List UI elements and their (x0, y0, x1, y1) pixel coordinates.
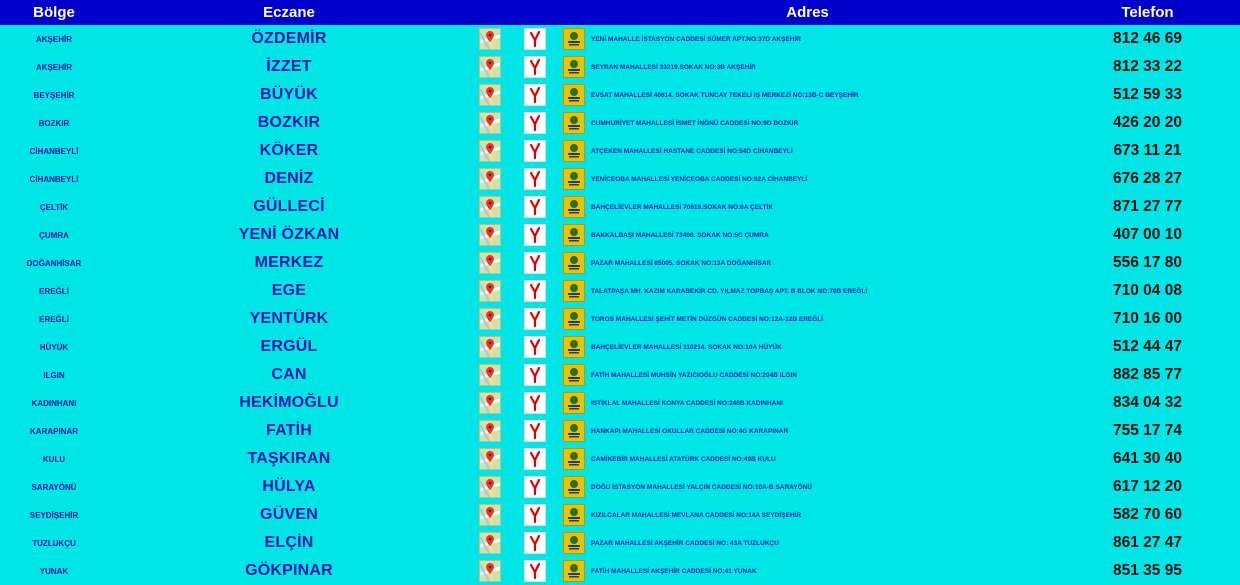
header-blank-nav (510, 0, 560, 25)
pharmacy-chamber-logo-icon[interactable] (563, 364, 585, 386)
map-cell (470, 333, 510, 361)
map-pin-icon[interactable] (479, 84, 501, 106)
region-cell: HÜYÜK (39, 342, 69, 352)
address-cell: YENİ MAHALLE İSTASYON CADDESİ SÜMER APT.NO:37D AKŞEHİR (591, 35, 801, 43)
logo-cell (560, 249, 588, 277)
logo-cell (560, 501, 588, 529)
region-cell: KARAPINAR (30, 426, 78, 436)
phone-cell: 582 70 60 (1113, 506, 1182, 523)
table-row (0, 165, 1240, 193)
phone-cell: 861 27 47 (1113, 534, 1182, 551)
table-row (0, 53, 1240, 81)
pharmacy-name: YENTÜRK (249, 310, 329, 327)
nav-cell (510, 221, 560, 249)
logo-cell (560, 193, 588, 221)
table-row (0, 277, 1240, 305)
header-pharmacy: Eczane (108, 0, 470, 25)
map-pin-icon[interactable] (479, 280, 501, 302)
table-row (0, 529, 1240, 557)
address-cell: CAMİKEBİR MAHALLESİ ATATÜRK CADDESİ NO:49B KULU (591, 455, 776, 463)
table-row (0, 361, 1240, 389)
yandex-navigation-icon[interactable] (524, 420, 546, 442)
pharmacy-name: DENİZ (264, 170, 314, 187)
region-cell: KADINHANI (31, 398, 77, 408)
logo-cell (560, 109, 588, 137)
map-pin-icon[interactable] (479, 308, 501, 330)
region-cell: BOZKIR (38, 118, 70, 128)
header-region: Bölge (0, 0, 108, 25)
pharmacy-name: CAN (271, 366, 307, 383)
address-cell: ATÇEKEN MAHALLESİ HASTANE CADDESİ NO:54D CİHANBEYLİ (591, 147, 793, 155)
address-cell: BAKKALBAŞI MAHALLESİ 73400. SOKAK NO:5C ÇUMRA (591, 231, 769, 239)
yandex-navigation-icon[interactable] (524, 336, 546, 358)
yandex-navigation-icon[interactable] (524, 252, 546, 274)
logo-cell (560, 277, 588, 305)
region-cell: BEYŞEHİR (33, 90, 75, 100)
pharmacy-chamber-logo-icon[interactable] (563, 308, 585, 330)
table-row (0, 305, 1240, 333)
map-pin-icon[interactable] (479, 504, 501, 526)
map-pin-icon[interactable] (479, 28, 501, 50)
yandex-navigation-icon[interactable] (524, 532, 546, 554)
map-cell (470, 53, 510, 81)
pharmacy-chamber-logo-icon[interactable] (563, 392, 585, 414)
map-cell (470, 25, 510, 53)
pharmacy-name: GÜLLECİ (253, 198, 325, 215)
logo-cell (560, 305, 588, 333)
pharmacy-chamber-logo-icon[interactable] (563, 560, 585, 582)
yandex-navigation-icon[interactable] (524, 196, 546, 218)
map-pin-icon[interactable] (479, 364, 501, 386)
map-cell (470, 501, 510, 529)
pharmacy-name: HEKİMOĞLU (239, 394, 339, 411)
table-row (0, 109, 1240, 137)
nav-cell (510, 53, 560, 81)
yandex-navigation-icon[interactable] (524, 308, 546, 330)
yandex-navigation-icon[interactable] (524, 392, 546, 414)
region-cell: CİHANBEYLİ (29, 174, 79, 184)
region-cell: EREĞLİ (39, 286, 69, 296)
phone-cell: 512 44 47 (1113, 338, 1182, 355)
map-cell (470, 445, 510, 473)
pharmacy-name: EGE (271, 282, 307, 299)
logo-cell (560, 473, 588, 501)
pharmacy-name: GÜVEN (260, 506, 318, 523)
phone-cell: 556 17 80 (1113, 254, 1182, 271)
pharmacy-name: FATİH (265, 422, 313, 439)
logo-cell (560, 389, 588, 417)
logo-cell (560, 529, 588, 557)
address-cell: HANKAPI MAHALLESİ OKULLAR CADDESİ NO:4G KARAPINAR (591, 427, 789, 435)
phone-cell: 871 27 77 (1113, 198, 1182, 215)
yandex-navigation-icon[interactable] (524, 224, 546, 246)
logo-cell (560, 53, 588, 81)
map-pin-icon[interactable] (479, 392, 501, 414)
map-cell (470, 137, 510, 165)
address-cell: DOĞU İSTASYON MAHALLESİ YALÇIN CADDESİ NO:10A-B SARAYÖNÜ (591, 483, 813, 491)
yandex-navigation-icon[interactable] (524, 28, 546, 50)
nav-cell (510, 193, 560, 221)
nav-cell (510, 137, 560, 165)
yandex-navigation-icon[interactable] (524, 448, 546, 470)
pharmacy-chamber-logo-icon[interactable] (563, 28, 585, 50)
pharmacy-chamber-logo-icon[interactable] (563, 56, 585, 78)
table-row (0, 221, 1240, 249)
nav-cell (510, 445, 560, 473)
map-pin-icon[interactable] (479, 140, 501, 162)
pharmacy-name: ELÇİN (264, 534, 314, 551)
yandex-navigation-icon[interactable] (524, 84, 546, 106)
phone-cell: 851 35 95 (1113, 562, 1182, 579)
table-row (0, 557, 1240, 585)
table-body (0, 25, 1240, 585)
pharmacy-chamber-logo-icon[interactable] (563, 112, 585, 134)
yandex-navigation-icon[interactable] (524, 112, 546, 134)
nav-cell (510, 389, 560, 417)
logo-cell (560, 333, 588, 361)
address-cell: CUMHURİYET MAHALLESİ İSMET İNÖNÜ CADDESİ NO:9D BOZKIR (591, 119, 799, 127)
map-cell (470, 529, 510, 557)
region-cell: ÇUMRA (39, 230, 69, 240)
table-row (0, 501, 1240, 529)
table-header (0, 0, 1240, 25)
region-cell: ILGIN (43, 370, 65, 380)
header-address: Adres (560, 0, 1055, 25)
table-row (0, 389, 1240, 417)
address-cell: EVSAT MAHALLESİ 40614. SOKAK TUNCAY TEKELİ İŞ MERKEZİ NO:13B-C BEYŞEHİR (591, 91, 859, 99)
table-row (0, 81, 1240, 109)
nav-cell (510, 417, 560, 445)
nav-cell (510, 109, 560, 137)
pharmacy-chamber-logo-icon[interactable] (563, 252, 585, 274)
address-cell: FATİH MAHALLESİ MUHSİN YAZICIOĞLU CADDESİ NO:204B ILGIN (591, 371, 798, 379)
logo-cell (560, 417, 588, 445)
map-cell (470, 417, 510, 445)
address-cell: FATİH MAHALLESİ AKŞEHİR CADDESİ NO:41 YUNAK (591, 567, 757, 575)
pharmacy-name: ERGÜL (260, 338, 318, 355)
pharmacy-chamber-logo-icon[interactable] (563, 420, 585, 442)
phone-cell: 641 30 40 (1113, 450, 1182, 467)
pharmacy-chamber-logo-icon[interactable] (563, 476, 585, 498)
nav-cell (510, 305, 560, 333)
region-cell: KULU (42, 454, 66, 464)
yandex-navigation-icon[interactable] (524, 140, 546, 162)
table-row (0, 249, 1240, 277)
phone-cell: 710 04 08 (1113, 282, 1182, 299)
nav-cell (510, 529, 560, 557)
nav-cell (510, 81, 560, 109)
table-row (0, 333, 1240, 361)
region-cell: CİHANBEYLİ (29, 146, 79, 156)
pharmacy-name: İZZET (266, 58, 312, 75)
region-cell: SARAYÖNÜ (31, 482, 77, 492)
address-cell: TOROS MAHALLESİ ŞEHİT METİN DÜZGÜN CADDESİ NO:12A-12B EREĞLİ (591, 315, 824, 323)
address-cell: BAHÇELİEVLER MAHALLESİ 70619.SOKAK NO:6A ÇELTİK (591, 203, 774, 211)
phone-cell: 755 17 74 (1113, 422, 1182, 439)
yandex-navigation-icon[interactable] (524, 476, 546, 498)
map-cell (470, 165, 510, 193)
pharmacy-chamber-logo-icon[interactable] (563, 224, 585, 246)
pharmacy-chamber-logo-icon[interactable] (563, 336, 585, 358)
pharmacy-name: BOZKIR (257, 114, 321, 131)
phone-cell: 812 33 22 (1113, 58, 1182, 75)
pharmacy-chamber-logo-icon[interactable] (563, 280, 585, 302)
pharmacy-chamber-logo-icon[interactable] (563, 532, 585, 554)
logo-cell (560, 445, 588, 473)
map-cell (470, 109, 510, 137)
logo-cell (560, 25, 588, 53)
map-pin-icon[interactable] (479, 560, 501, 582)
nav-cell (510, 501, 560, 529)
logo-cell (560, 557, 588, 585)
region-cell: TUZLUKÇU (32, 538, 76, 548)
map-cell (470, 305, 510, 333)
map-pin-icon[interactable] (479, 252, 501, 274)
nav-cell (510, 333, 560, 361)
phone-cell: 710 16 00 (1113, 310, 1182, 327)
address-cell: TALATPAŞA MH. KAZIM KARABEKİR CD. YILMAZ TOPBAŞ APT. B BLOK NO:70B EREĞLİ (591, 287, 868, 295)
table-row (0, 193, 1240, 221)
pharmacy-name: GÖKPINAR (245, 562, 333, 579)
nav-cell (510, 25, 560, 53)
yandex-navigation-icon[interactable] (524, 560, 546, 582)
map-pin-icon[interactable] (479, 448, 501, 470)
pharmacy-name: BÜYÜK (260, 86, 318, 103)
yandex-navigation-icon[interactable] (524, 168, 546, 190)
map-pin-icon[interactable] (479, 112, 501, 134)
region-cell: DOĞANHİSAR (26, 258, 82, 268)
map-cell (470, 473, 510, 501)
map-pin-icon[interactable] (479, 196, 501, 218)
phone-cell: 812 46 69 (1113, 30, 1182, 47)
pharmacy-chamber-logo-icon[interactable] (563, 504, 585, 526)
phone-cell: 673 11 21 (1113, 142, 1182, 159)
map-pin-icon[interactable] (479, 420, 501, 442)
nav-cell (510, 249, 560, 277)
map-cell (470, 557, 510, 585)
map-pin-icon[interactable] (479, 336, 501, 358)
pharmacy-chamber-logo-icon[interactable] (563, 196, 585, 218)
region-cell: EREĞLİ (39, 314, 69, 324)
phone-cell: 834 04 32 (1113, 394, 1182, 411)
table-row (0, 25, 1240, 53)
map-pin-icon[interactable] (479, 56, 501, 78)
pharmacy-name: TAŞKIRAN (247, 450, 331, 467)
table-row (0, 445, 1240, 473)
address-cell: YENİCEOBA MAHALLESİ YENİCEOBA CADDESİ NO:92A CİHANBEYLİ (591, 175, 808, 183)
pharmacy-chamber-logo-icon[interactable] (563, 84, 585, 106)
yandex-navigation-icon[interactable] (524, 280, 546, 302)
pharmacy-name: KÖKER (259, 142, 319, 159)
table-row (0, 473, 1240, 501)
table-row (0, 417, 1240, 445)
map-cell (470, 389, 510, 417)
pharmacy-name: HÜLYA (262, 478, 316, 495)
map-pin-icon[interactable] (479, 532, 501, 554)
address-cell: BAHÇELİEVLER MAHALLESİ 110214. SOKAK NO:10A HÜYÜK (591, 343, 782, 351)
address-cell: PAZAR MAHALLESİ 85005. SOKAK NO:13A DOĞANHİSAR (591, 259, 772, 267)
region-cell: AKŞEHİR (35, 34, 72, 44)
phone-cell: 512 59 33 (1113, 86, 1182, 103)
yandex-navigation-icon[interactable] (524, 364, 546, 386)
address-cell: SEYRAN MAHALLESİ 33219.SOKAK NO:3B AKŞEHİR (591, 63, 756, 71)
map-cell (470, 277, 510, 305)
map-cell (470, 81, 510, 109)
phone-cell: 882 85 77 (1113, 366, 1182, 383)
nav-cell (510, 361, 560, 389)
pharmacy-name: YENİ ÖZKAN (238, 226, 340, 243)
pharmacy-chamber-logo-icon[interactable] (563, 448, 585, 470)
address-cell: İSTİKLAL MAHALLESİ KONYA CADDESİ NO:240B KADINHANI (591, 399, 783, 407)
region-cell: ÇELTİK (39, 202, 69, 212)
map-pin-icon[interactable] (479, 476, 501, 498)
yandex-navigation-icon[interactable] (524, 504, 546, 526)
map-cell (470, 249, 510, 277)
nav-cell (510, 277, 560, 305)
map-pin-icon[interactable] (479, 224, 501, 246)
phone-cell: 426 20 20 (1113, 114, 1182, 131)
header-phone: Telefon (1055, 0, 1240, 25)
phone-cell: 407 00 10 (1113, 226, 1182, 243)
pharmacy-chamber-logo-icon[interactable] (563, 168, 585, 190)
map-cell (470, 221, 510, 249)
table-row (0, 137, 1240, 165)
region-cell: YUNAK (39, 566, 69, 576)
pharmacy-name: MERKEZ (254, 254, 324, 271)
address-cell: KIZILCALAR MAHALLESİ MEVLANA CADDESİ NO:14A SEYDİŞEHİR (591, 511, 802, 519)
region-cell: SEYDİŞEHİR (29, 510, 79, 520)
phone-cell: 617 12 20 (1113, 478, 1182, 495)
pharmacy-name: ÖZDEMİR (251, 30, 327, 47)
logo-cell (560, 81, 588, 109)
nav-cell (510, 557, 560, 585)
phone-cell: 676 28 27 (1113, 170, 1182, 187)
nav-cell (510, 473, 560, 501)
pharmacy-chamber-logo-icon[interactable] (563, 140, 585, 162)
logo-cell (560, 165, 588, 193)
nav-cell (510, 165, 560, 193)
logo-cell (560, 137, 588, 165)
address-cell: PAZAR MAHALLESİ AKŞEHİR CADDESİ NO: 43A TUZLUKÇU (591, 539, 779, 547)
map-cell (470, 361, 510, 389)
header-blank-map (470, 0, 510, 25)
yandex-navigation-icon[interactable] (524, 56, 546, 78)
logo-cell (560, 361, 588, 389)
map-pin-icon[interactable] (479, 168, 501, 190)
header-row (0, 0, 1240, 25)
region-cell: AKŞEHİR (35, 62, 72, 72)
logo-cell (560, 221, 588, 249)
map-cell (470, 193, 510, 221)
